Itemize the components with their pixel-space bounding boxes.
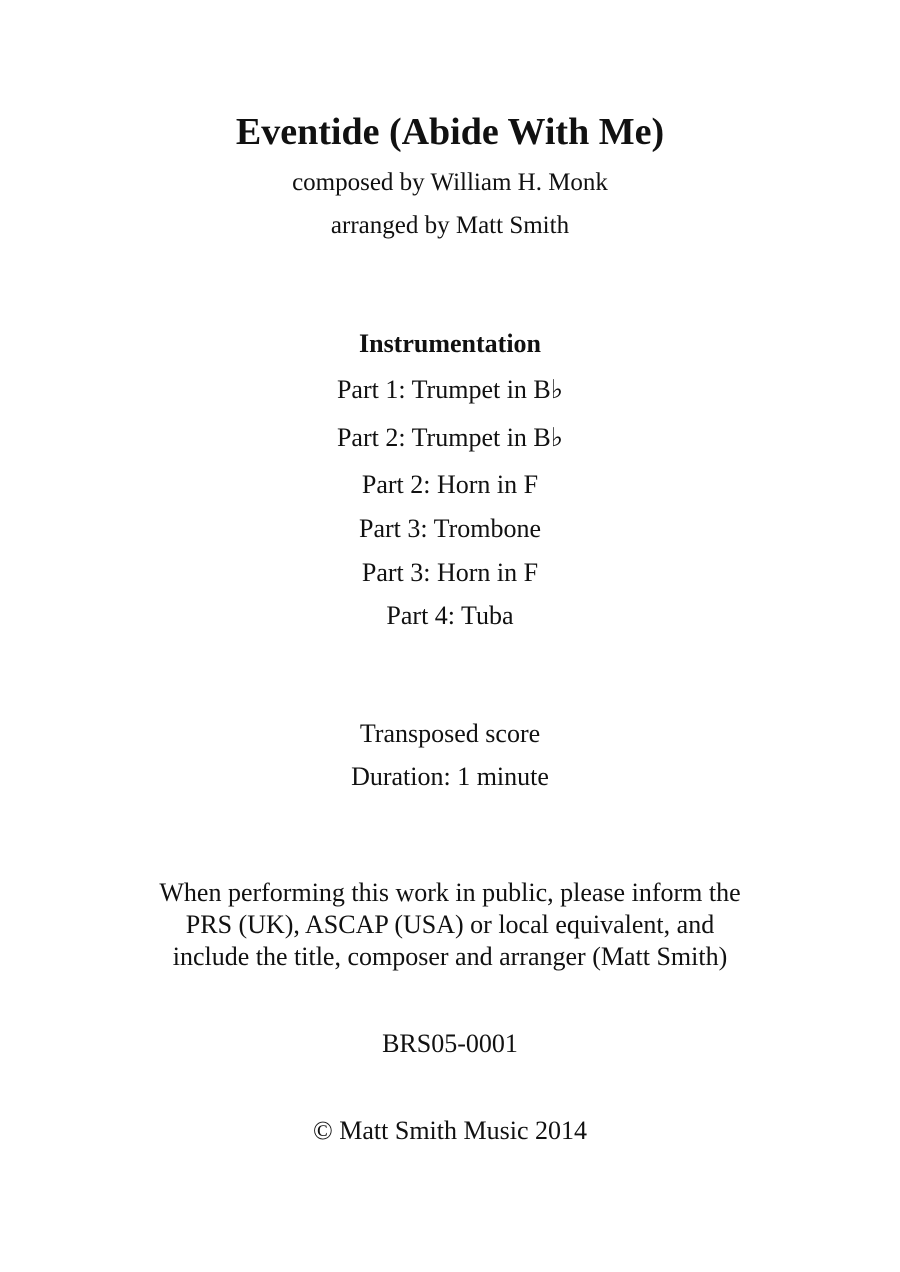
catalog-code: BRS05-0001 bbox=[382, 1029, 518, 1058]
part-list-item: Part 3: Horn in F bbox=[361, 558, 539, 587]
notice-line: PRS (UK), ASCAP (USA) or local equivalent, and bbox=[185, 910, 715, 939]
page-title: Eventide (Abide With Me) bbox=[235, 111, 665, 153]
arranger-credit: arranged by Matt Smith bbox=[330, 212, 570, 239]
performance-notice bbox=[0, 877, 900, 973]
notice-line: When performing this work in public, please inform the bbox=[159, 878, 741, 907]
composer-credit: composed by William H. Monk bbox=[292, 169, 608, 196]
duration: Duration: 1 minute bbox=[351, 762, 549, 791]
part-list-item: Part 1: Trumpet in B♭ bbox=[336, 375, 564, 404]
notice-line: include the title, composer and arranger (Matt Smith) bbox=[172, 942, 728, 971]
part-list-item: Part 4: Tuba bbox=[386, 601, 514, 630]
copyright-notice: © Matt Smith Music 2014 bbox=[313, 1116, 587, 1145]
score-type: Transposed score bbox=[359, 719, 541, 748]
instrumentation-heading: Instrumentation bbox=[358, 329, 541, 358]
part-list-item: Part 2: Horn in F bbox=[361, 470, 539, 499]
part-list-item: Part 2: Trumpet in B♭ bbox=[336, 423, 564, 452]
part-list-item: Part 3: Trombone bbox=[358, 514, 542, 543]
